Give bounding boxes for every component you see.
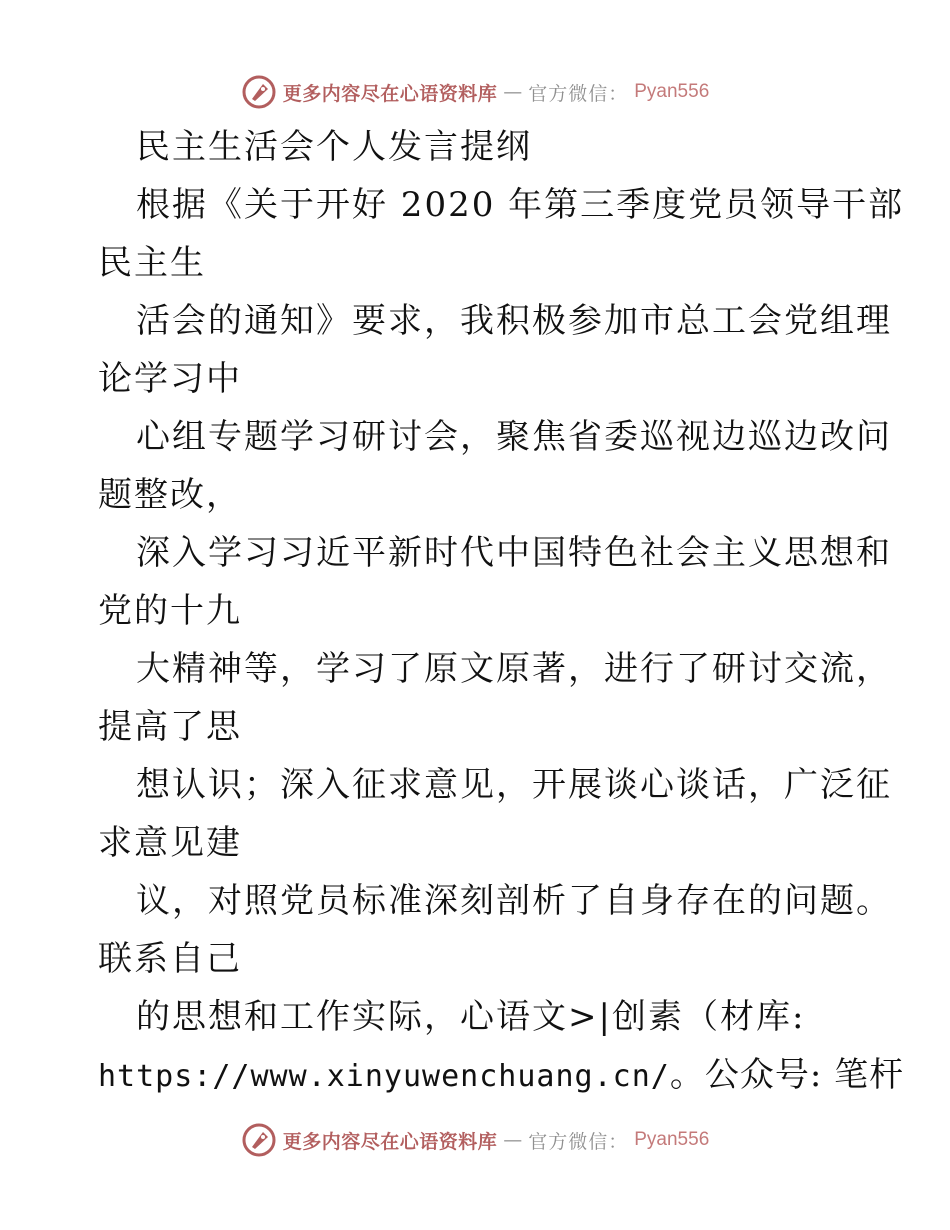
url-trailing-text: 。公众号: 笔杆 <box>669 1055 905 1095</box>
body-line: 求意见建 <box>98 823 242 863</box>
body-line: 根据《关于开好 2020 年第三季度党员领导干部 <box>136 185 905 225</box>
watermark-wechat-id: Pyan556 <box>634 1129 710 1150</box>
watermark-banner-top <box>0 72 950 112</box>
body-line: 想认识；深入征求意见，开展谈心谈话，广泛征 <box>136 765 892 805</box>
body-line: 深入学习习近平新时代中国特色社会主义思想和 <box>136 533 892 573</box>
body-line-url <box>98 1046 905 1104</box>
body-line: 活会的通知》要求，我积极参加市总工会党组理 <box>136 301 892 341</box>
body-line: 论学习中 <box>98 359 242 399</box>
body-line: 大精神等，学习了原文原著，进行了研讨交流， <box>136 649 892 689</box>
watermark-separator: — <box>503 1129 523 1151</box>
document-body <box>98 118 905 1104</box>
watermark-separator: — <box>503 81 523 103</box>
pen-nib-logo-icon <box>241 74 277 110</box>
document-title: 民主生活会个人发言提纲 <box>136 127 532 167</box>
body-line: 提高了思 <box>98 707 242 747</box>
watermark-wechat-label: 官方微信： <box>528 1130 629 1153</box>
watermark-main-text: 更多内容尽在心语资料库 <box>282 82 498 105</box>
body-line: 题整改， <box>98 475 242 515</box>
watermark-banner-bottom <box>0 1120 950 1160</box>
watermark-wechat-label: 官方微信： <box>528 82 629 105</box>
watermark-main-text: 更多内容尽在心语资料库 <box>282 1130 498 1153</box>
watermark-wechat-id: Pyan556 <box>634 81 710 102</box>
body-line: 的思想和工作实际，心语文>|创素（材库: <box>136 997 806 1037</box>
body-line: 党的十九 <box>98 591 242 631</box>
body-line: 联系自己 <box>98 939 242 979</box>
pen-nib-logo-icon <box>241 1122 277 1158</box>
body-line: 心组专题学习研讨会，聚焦省委巡视边巡边改问 <box>136 417 892 457</box>
body-line: 民主生 <box>98 243 206 283</box>
body-line: 议，对照党员标准深刻剖析了自身存在的问题。 <box>136 881 892 921</box>
url-text: https://www.xinyuwenchuang.cn/ <box>98 1059 670 1094</box>
